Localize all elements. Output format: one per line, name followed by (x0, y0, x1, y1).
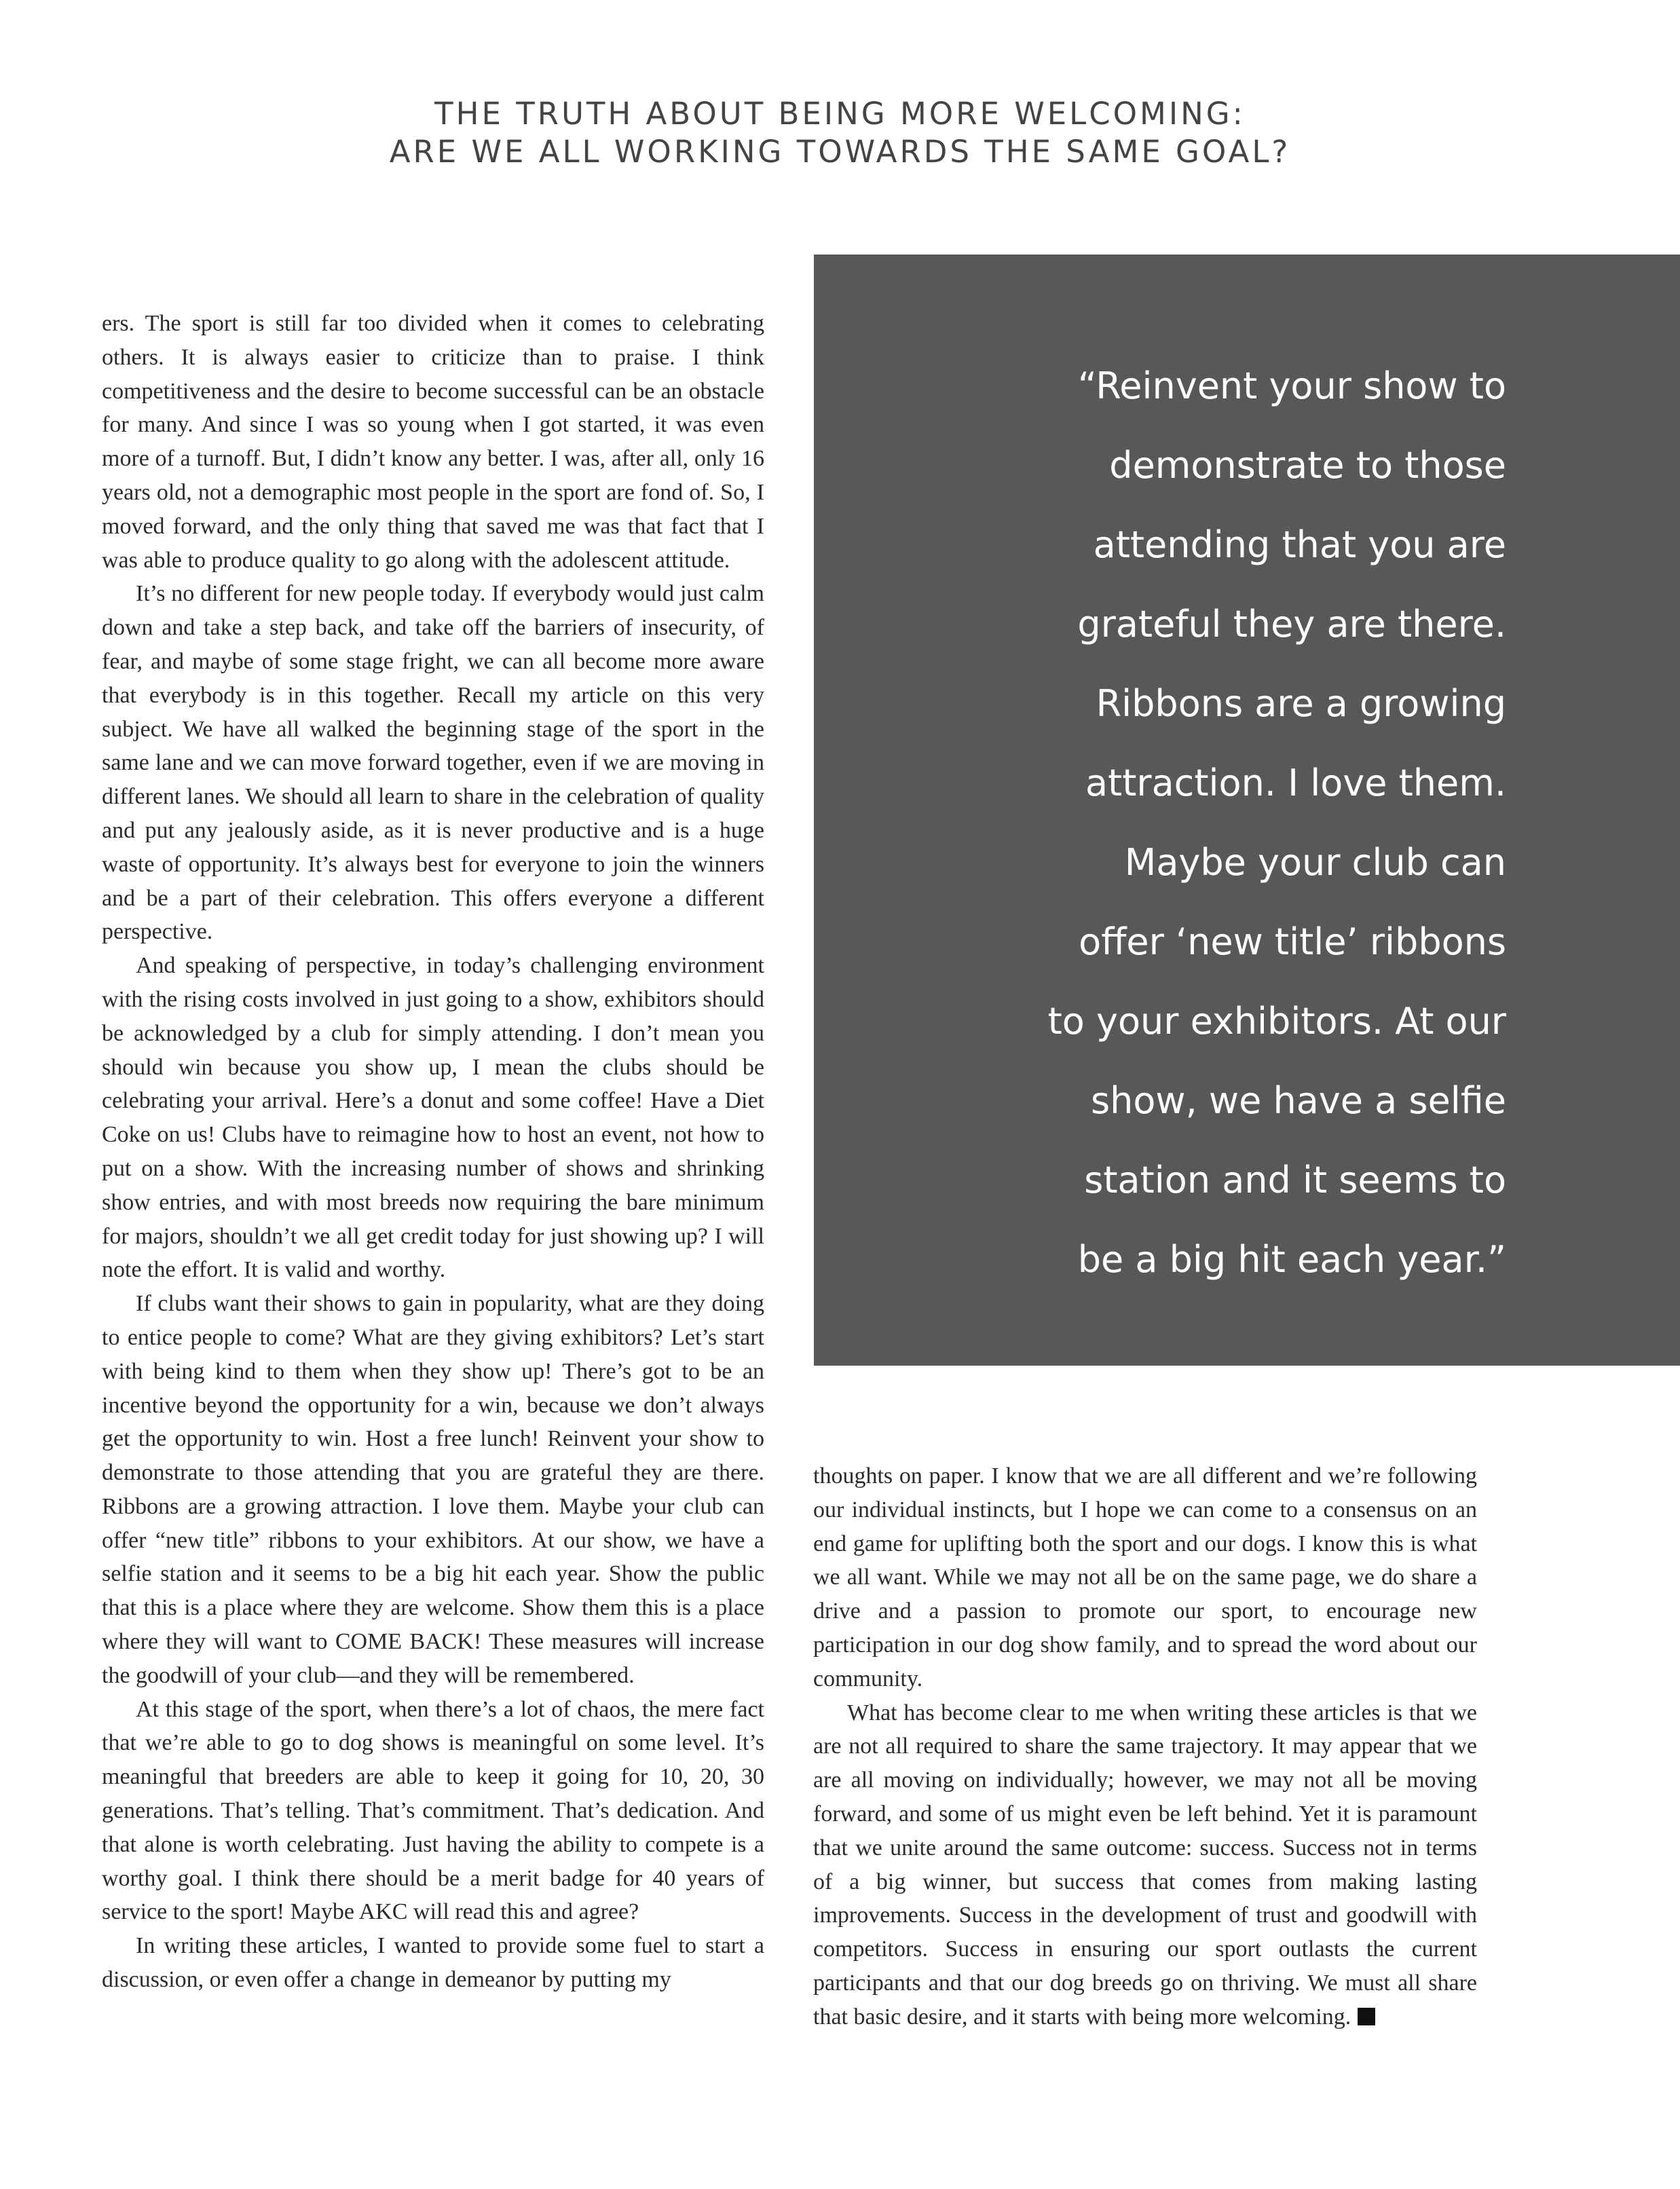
paragraph: At this stage of the sport, when there’s a lot of chaos, the mere fact that we’re able to go to dog shows is meaningful on some level. It’s meaningful that breeders are able to keep it going for 10, 20, 30 generations. That’s telling. That’s commitment. That’s dedication. And that alone is worth celebrating. Just having the ability to compete is a worthy goal. I think there should be a merit badge for 40 years of service to the sport! Maybe AKC will read this and agree? (102, 1696, 764, 1925)
pull-quote-line: station and it seems to (1084, 1159, 1506, 1201)
paragraph: And speaking of perspective, in today’s challenging environment with the rising costs involved in just going to a show, exhibitors should be acknowledged by a club for simply attending. I don’t mean you should win because you show up, I mean the clubs should be celebrating your arrival. Here’s a donut and some coffee! Have a Diet Coke on us! Clubs have to reimagine how to host an event, not how to put on a show. With the increasing number of shows and shrinking show entries, and with most breeds now requiring the bare minimum for majors, shouldn’t we all get credit today for just showing up? I will note the effort. It is valid and worthy. (102, 953, 764, 1283)
pull-quote-line: Maybe your club can (1124, 841, 1506, 884)
pull-quote-line: offer ‘new title’ ribbons (1079, 920, 1506, 963)
pull-quote-box (814, 255, 1680, 1366)
paragraph: In writing these articles, I wanted to provide some fuel to start a discussion, or even offer a change in demeanor by putting my (102, 1933, 764, 1993)
paragraph: thoughts on paper. I know that we are all different and we’re following our individual instincts, but I hope we can come to a consensus on an end game for uplifting both the sport and our dogs. I know this is what we all want. While we may not all be on the same page, we do share a drive and a passion to promote our sport, to encourage new participation in our dog show family, and to spread the word about our community. (813, 1463, 1477, 1691)
header-title-line-1: THE TRUTH ABOUT BEING MORE WELCOMING: (434, 96, 1246, 132)
right-text-column (813, 1459, 1477, 2070)
paragraph (813, 1696, 1477, 2034)
pull-quote-line: attraction. I love them. (1085, 762, 1506, 804)
article-header (0, 95, 1680, 171)
pull-quote-line: attending that you are (1093, 523, 1506, 566)
pull-quote-line: Ribbons are a growing (1096, 682, 1506, 725)
paragraph: It’s no different for new people today. If everybody would just calm down and take a step back, and take off the barriers of insecurity, of fear, and maybe of some stage fright, we can all become more aware that everybody is in this together. Recall my article on this very subject. We have all walked the beginning stage of the sport in the same lane and we can move forward together, even if we are moving in different lanes. We should all learn to share in the celebration of quality and put any jealously aside, as it is never productive and is a huge waste of opportunity. It’s always best for everyone to join the winners and be a part of their celebration. This offers everyone a different perspective. (102, 581, 764, 945)
pull-quote-text (895, 346, 1506, 1299)
pull-quote-line: be a big hit each year.” (1077, 1238, 1506, 1281)
pull-quote-line: to your exhibitors. At our (1047, 1000, 1506, 1043)
header-title-line-2: ARE WE ALL WORKING TOWARDS THE SAME GOAL? (389, 134, 1291, 170)
end-of-article-mark (1358, 2008, 1375, 2025)
pull-quote-line: show, we have a selfie (1091, 1079, 1506, 1122)
pull-quote-line: “Reinvent your show to (1077, 364, 1506, 407)
paragraph-text: What has become clear to me when writing these articles is that we are not all required to share the same trajectory. It may appear that we are all moving on individually; however, we may not all be moving forward, and some of us might even be left behind. Yet it is paramount that we unite around the same outcome: success. Success not in terms of a big winner, but success that comes from making lasting improvements. Success in the development of trust and goodwill with competitors. Success in ensuring our sport outlasts the current participants and that our dog breeds go on thriving. We must all share that basic desire, and it starts with being more welcoming. (813, 1700, 1477, 2029)
paragraph: ers. The sport is still far too divided when it comes to celebrating others. It is always easier to criticize than to praise. I think competitiveness and the desire to become successful can be an obstacle for many. And since I was so young when I got started, it was even more of a turnoff. But, I didn’t know any better. I was, after all, only 16 years old, not a demographic most people in the sport are fond of. So, I moved forward, and the only thing that saved me was that fact that I was able to produce quality to go along with the adolescent attitude. (102, 311, 764, 573)
paragraph: If clubs want their shows to gain in popularity, what are they doing to entice people to come? What are they giving exhibitors? Let’s start with being kind to them when they show up! There’s got to be an incentive beyond the opportunity for a win, because we don’t always get the opportunity to win. Host a free lunch! Reinvent your show to demonstrate to those attending that you are grateful they are there. Ribbons are a growing attraction. I love them. Maybe your club can offer “new title” ribbons to your exhibitors. At our show, we have a selfie station and it seems to be a big hit each year. Show the public that this is a place where they are welcome. Show them this is a place where they will want to COME BACK! These measures will increase the goodwill of your club—and they will be remembered. (102, 1291, 764, 1688)
pull-quote-line: grateful they are there. (1077, 603, 1506, 646)
pull-quote-line: demonstrate to those (1109, 444, 1506, 487)
left-text-column (102, 307, 764, 2072)
